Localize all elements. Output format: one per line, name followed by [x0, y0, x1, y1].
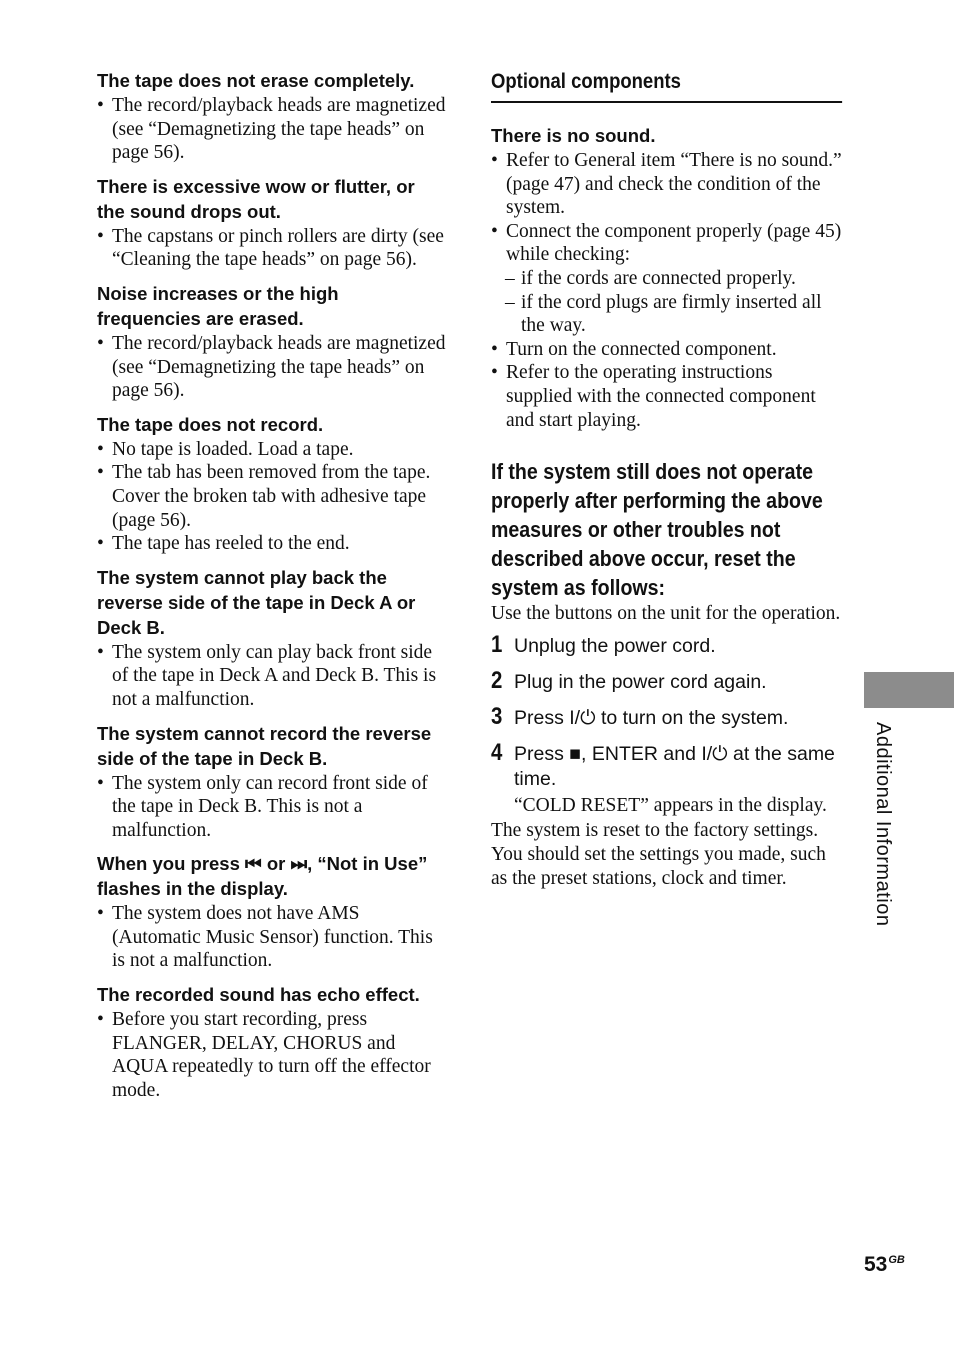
bullet-list — [97, 94, 447, 165]
left-column — [97, 68, 447, 1111]
trouble-item — [97, 721, 447, 843]
step-item — [491, 702, 842, 731]
bullet-list — [97, 438, 447, 556]
bullet-item: • The record/playback heads are magnetized (see “Demagnetizing the tape heads” on page 56). — [97, 94, 447, 165]
bullet-item: • The record/playback heads are magnetized (see “Demagnetizing the tape heads” on page 56). — [97, 332, 447, 403]
step-number: 3 — [491, 702, 503, 730]
bullet-item: • No tape is loaded. Load a tape. — [97, 438, 447, 462]
step-item — [491, 630, 842, 659]
side-section-label: Additional Information — [872, 722, 894, 927]
step-number: 2 — [491, 666, 503, 694]
section-tab-marker — [864, 672, 954, 708]
dash-list — [491, 267, 842, 338]
bullet-list — [97, 902, 447, 973]
trouble-heading: The tape does not record. — [97, 413, 324, 435]
trouble-item — [97, 851, 447, 973]
bullet-list — [97, 641, 447, 712]
step-item — [491, 666, 842, 695]
step-number: 1 — [491, 630, 503, 658]
trouble-heading: There is no sound. — [491, 125, 656, 146]
trouble-heading: Noise increases or the high frequencies are erased. — [97, 282, 339, 329]
trouble-item — [97, 982, 447, 1102]
bullet-item: • The system only can play back front side of the tape in Deck A and Deck B. This is not a malfunction. — [97, 641, 447, 712]
bullet-item: • The system only can record front side of the tape in Deck B. This is not a malfunction. — [97, 772, 447, 843]
right-column — [491, 68, 842, 890]
trouble-item — [97, 281, 447, 403]
bullet-item: • The system does not have AMS (Automatic Music Sensor) function. This is not a malfunction. — [97, 902, 447, 973]
page-number-value: 53 — [864, 1253, 888, 1276]
trouble-heading: The tape does not erase completely. — [97, 70, 415, 91]
trouble-heading: There is excessive wow or flutter, or the sound drops out. — [97, 175, 415, 222]
trouble-heading: When you press ⏮ or ⏭, “Not in Use” flashes in the display. — [97, 853, 428, 900]
bullet-item — [491, 220, 842, 338]
bullet-list — [97, 1008, 447, 1102]
closing-paragraph: The system is reset to the factory settings. You should set the settings you made, such as the preset stations, clock and timer. — [491, 820, 826, 889]
step-number: 4 — [491, 738, 503, 766]
trouble-item — [97, 68, 447, 165]
step-list — [491, 630, 842, 818]
bullet-item: • Refer to the operating instructions supplied with the connected component and start playing. — [491, 361, 842, 432]
bullet-item: • Before you start recording, press FLANGER, DELAY, CHORUS and AQUA repeatedly to turn off the effector mode. — [97, 1008, 447, 1102]
trouble-item — [491, 123, 842, 432]
bullet-item: • The capstans or pinch rollers are dirty (see “Cleaning the tape heads” on page 56). — [97, 225, 447, 272]
bullet-list — [97, 332, 447, 403]
step-note: “COLD RESET” appears in the display. — [514, 794, 827, 816]
trouble-item — [97, 412, 447, 556]
reset-title: If the system still does not operate properly after performing the above measures or other troubles not described above occur, reset the system as follows: — [491, 459, 823, 601]
bullet-list — [491, 149, 842, 432]
bullet-text: Connect the component properly (page 45) while checking: — [506, 220, 842, 266]
page-suffix: GB — [888, 1254, 905, 1266]
page-number — [864, 1253, 905, 1277]
bullet-item: • Turn on the connected component. — [491, 338, 842, 362]
step-text: Unplug the power cord. — [514, 634, 716, 657]
dash-item: – if the cord plugs are firmly inserted all the way. — [491, 291, 842, 338]
bullet-list — [97, 225, 447, 272]
step-text: Plug in the power cord again. — [514, 670, 767, 693]
trouble-heading: The system cannot record the reverse side of the tape in Deck B. — [97, 722, 432, 769]
trouble-item — [97, 565, 447, 712]
trouble-heading: The recorded sound has echo effect. — [97, 984, 420, 1006]
step-text: Press I/⏻ to turn on the system. — [514, 706, 789, 729]
trouble-item — [97, 174, 447, 272]
dash-item: – if the cords are connected properly. — [491, 267, 842, 291]
trouble-heading: The system cannot play back the reverse side of the tape in Deck A or Deck B. — [97, 566, 416, 638]
bullet-item: • Refer to General item “There is no sound.” (page 47) and check the condition of the system. — [491, 149, 842, 220]
bullet-item: • The tape has reeled to the end. — [97, 532, 447, 556]
step-text: Press ■, ENTER and I/⏻ at the same time. — [514, 742, 835, 790]
bullet-list — [97, 772, 447, 843]
section-title: Optional components — [491, 68, 842, 103]
bullet-item: • The tab has been removed from the tape. Cover the broken tab with adhesive tape (page 56). — [97, 461, 447, 532]
reset-intro: Use the buttons on the unit for the operation. — [491, 603, 841, 625]
step-item — [491, 738, 842, 818]
